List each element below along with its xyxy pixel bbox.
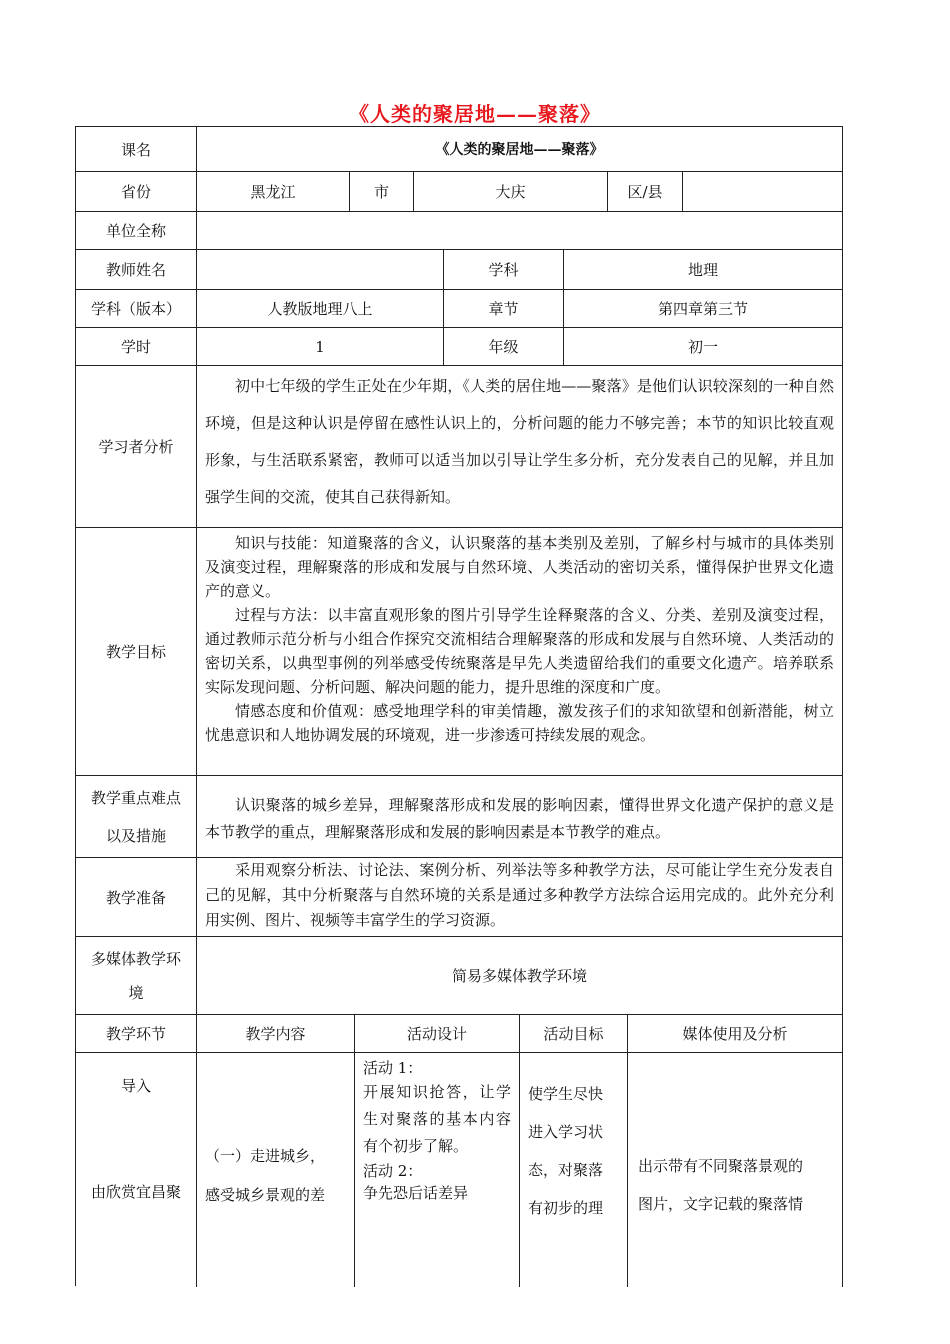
grade-label: 年级 — [444, 328, 564, 366]
process-content-cell — [197, 1053, 355, 1287]
keypoints-text: 认识聚落的城乡差异，理解聚落形成和发展的影响因素，懂得世界文化遗产保护的意义是本节教学的重点，理解聚落形成和发展的影响因素是本节教学的难点。 — [205, 796, 834, 841]
lesson-plan-table — [75, 126, 843, 1286]
process-activity-cell — [355, 1053, 520, 1287]
process-stage-cell — [76, 1053, 197, 1287]
learner-text: 初中七年级的学生正处在少年期，《人类的居住地——聚落》是他们认识较深刻的一种自然环境，但是这种认识是停留在感性认识上的，分析问题的能力不够完善；本节的知识比较直观形象，与生活联系紧密，教师可以适当加以引导让学生多分析，充分发表自己的见解，并且加强学生间的交流，使其自己获得新知。 — [205, 377, 834, 506]
goal-line-4: 有初步的理 — [528, 1199, 604, 1217]
city-value: 大庆 — [414, 172, 608, 212]
media-env-label-line-2: 境 — [128, 983, 144, 1002]
media-line-1: 出示带有不同聚落景观的 — [638, 1157, 804, 1175]
goals-process: 过程与方法：以丰富直观形象的图片引导学生诠释聚落的含义、分类、差别及演变过程，通过教师示范分析与小组合作探究交流相结合理解聚落的形成和发展与自然环境、人类活动的密切关系，以典型事例的列举感受传统聚落是早先人类遗留给我们的重要文化遗产。培养联系实际发现问题、分析问题、解决问题的能力，提升思维的深度和广度。 — [205, 606, 834, 696]
edition-label: 学科（版本） — [76, 290, 197, 328]
stage-appreciate: 由欣赏宜昌聚 — [90, 1183, 181, 1201]
process-header-goal: 活动目标 — [520, 1015, 628, 1053]
keypoints-cell — [197, 776, 843, 858]
process-media-cell — [628, 1053, 843, 1287]
media-env-label-line-1: 多媒体教学环 — [90, 949, 181, 968]
course-value: 《人类的聚居地——聚落》 — [197, 127, 843, 172]
process-header-stage: 教学环节 — [76, 1015, 197, 1053]
teacher-label: 教师姓名 — [76, 250, 197, 290]
city-label: 市 — [350, 172, 414, 212]
district-value — [683, 172, 843, 212]
goals-cell — [197, 528, 843, 776]
document-title: 《人类的聚居地——聚落》 — [349, 102, 601, 126]
goals-knowledge: 知识与技能：知道聚落的含义，认识聚落的基本类别及差别，了解乡村与城市的具体类别及演变过程，理解聚落的形成和发展与自然环境、人类活动的密切关系，懂得保护世界文化遗产的意义。 — [205, 534, 834, 600]
media-env-value: 简易多媒体教学环境 — [197, 937, 843, 1015]
chapter-value: 第四章第三节 — [564, 290, 843, 328]
process-header-content: 教学内容 — [197, 1015, 355, 1053]
goals-label: 教学目标 — [76, 528, 197, 776]
media-env-label — [76, 937, 197, 1015]
process-goal-cell — [520, 1053, 628, 1287]
hours-label: 学时 — [76, 328, 197, 366]
goal-line-3: 态，对聚落 — [528, 1161, 604, 1179]
province-value: 黑龙江 — [197, 172, 350, 212]
district-label: 区/县 — [608, 172, 683, 212]
subject-value: 地理 — [564, 250, 843, 290]
content-line-1: （一）走进城乡， — [205, 1147, 326, 1165]
learner-label: 学习者分析 — [76, 366, 197, 528]
course-label: 课名 — [76, 127, 197, 172]
subject-label: 学科 — [444, 250, 564, 290]
prep-text: 采用观察分析法、讨论法、案例分析、列举法等多种教学方法，尽可能让学生充分发表自己的见解，其中分析聚落与自然环境的关系是通过多种教学方法综合运用完成的。此外充分利用实例、图片、视频等丰富学生的学习资源。 — [205, 861, 834, 929]
content-line-2: 感受城乡景观的差 — [205, 1186, 326, 1204]
goals-attitude: 情感态度和价值观：感受地理学科的审美情趣，激发孩子们的求知欲望和创新潜能，树立忧患意识和人地协调发展的环境观，进一步渗透可持续发展的观念。 — [205, 702, 834, 744]
prep-label: 教学准备 — [76, 858, 197, 937]
hours-value: 1 — [197, 328, 444, 366]
keypoints-label-line-1: 教学重点难点 — [90, 788, 181, 807]
activity-2-label: 活动 2： — [363, 1162, 423, 1180]
teacher-value — [197, 250, 444, 290]
chapter-label: 章节 — [444, 290, 564, 328]
keypoints-label — [76, 776, 197, 858]
learner-cell — [197, 366, 843, 528]
goal-line-1: 使学生尽快 — [528, 1085, 604, 1103]
unit-label: 单位全称 — [76, 212, 197, 250]
keypoints-label-line-2: 以及措施 — [105, 826, 166, 845]
media-line-2: 图片，文字记载的聚落情 — [638, 1195, 804, 1213]
province-label: 省份 — [76, 172, 197, 212]
edition-value: 人教版地理八上 — [197, 290, 444, 328]
grade-value: 初一 — [564, 328, 843, 366]
activity-1-label: 活动 1： — [363, 1059, 423, 1077]
stage-intro: 导入 — [120, 1077, 151, 1095]
prep-cell — [197, 858, 843, 937]
process-header-media: 媒体使用及分析 — [628, 1015, 843, 1053]
process-header-activity: 活动设计 — [355, 1015, 520, 1053]
activity-1-text: 开展知识抢答，让学生对聚落的基本内容有个初步了解。 — [363, 1083, 511, 1155]
goal-line-2: 进入学习状 — [528, 1123, 604, 1141]
activity-2-text: 争先恐后话差异 — [363, 1184, 469, 1202]
unit-value — [197, 212, 843, 250]
